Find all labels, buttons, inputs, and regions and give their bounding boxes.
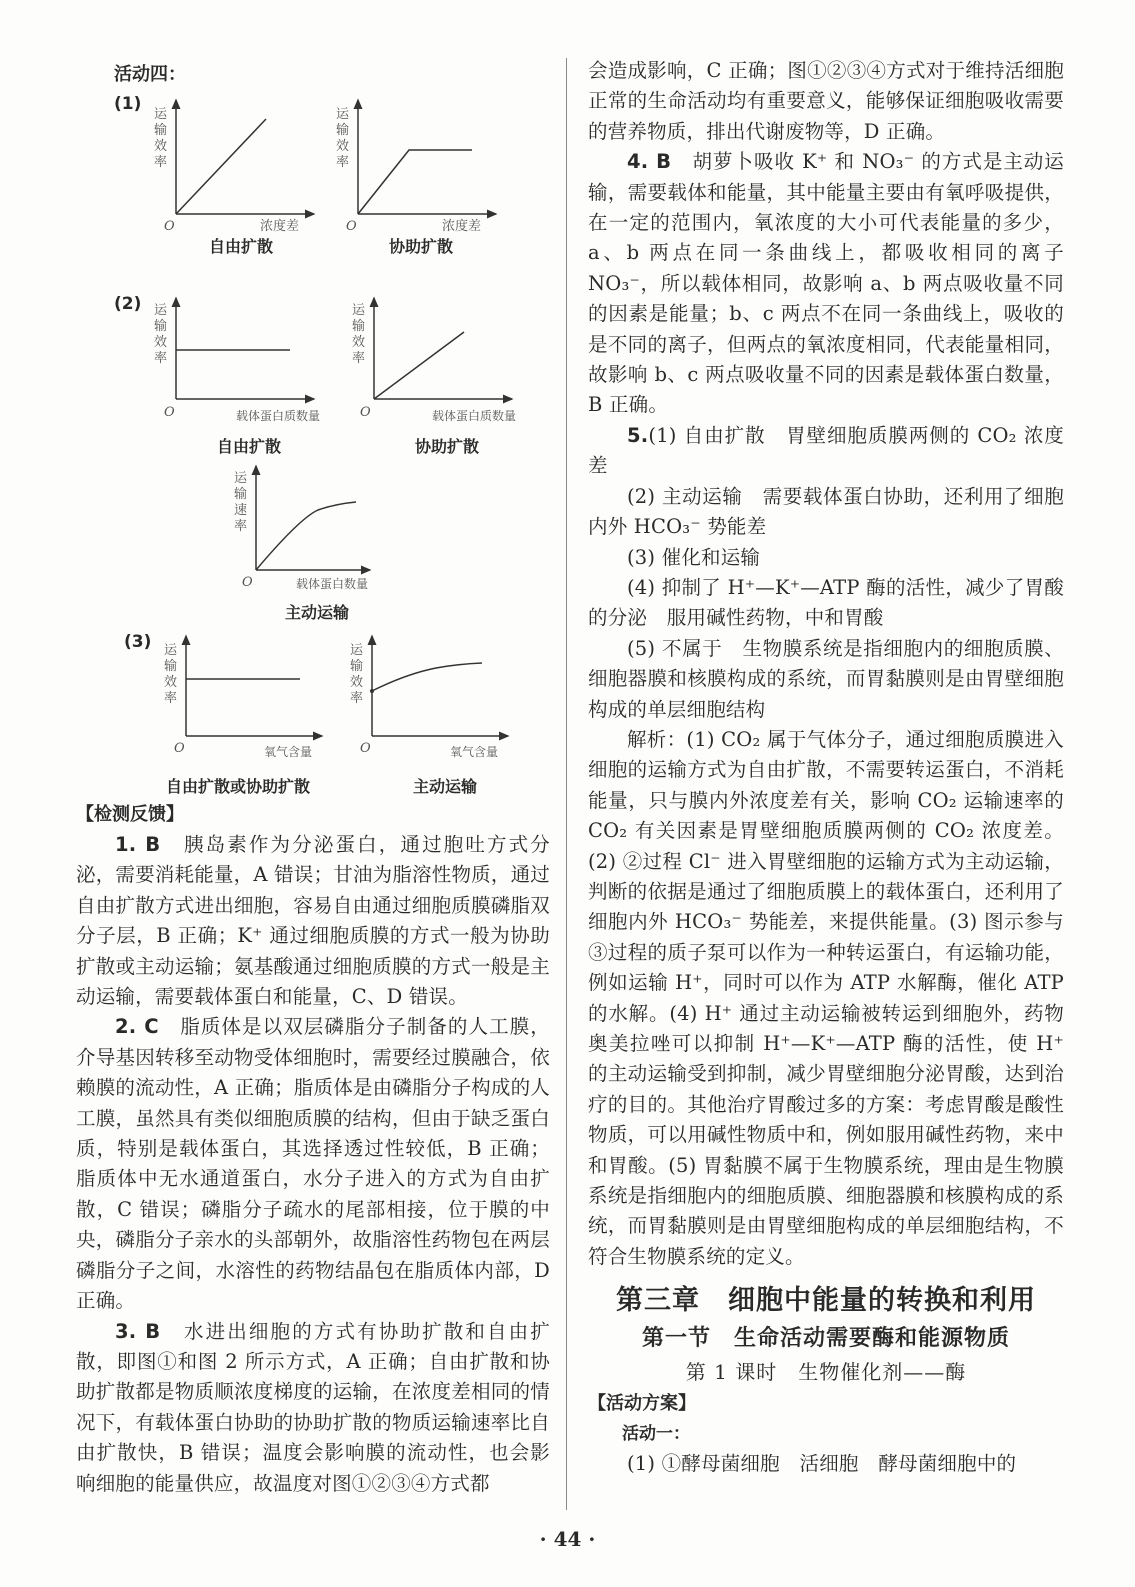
answer-5-4: (4) 抑制了 H⁺—K⁺—ATP 酶的活性，减少了胃酸的分泌 服用碱性药物，中和胃酸 — [588, 575, 1064, 630]
svg-text:率: 率 — [350, 691, 364, 706]
answer-1-num: 1. B — [115, 833, 161, 856]
answer-4-num: 4. B — [627, 150, 672, 174]
right-column — [588, 56, 1064, 1480]
svg-text:浓度差: 浓度差 — [260, 219, 300, 232]
svg-text:率: 率 — [154, 155, 168, 170]
svg-text:输: 输 — [164, 659, 178, 674]
answer-5-1-text: (1) 自由扩散 胃壁细胞质膜两侧的 CO₂ 浓度差 — [588, 423, 1064, 478]
caption-1-facil: 协助扩散 — [388, 237, 453, 256]
svg-text:运: 运 — [336, 107, 350, 122]
caption-3-active: 主动运输 — [412, 777, 477, 796]
svg-text:运: 运 — [154, 107, 168, 122]
caption-1-free: 自由扩散 — [208, 237, 273, 256]
svg-text:效: 效 — [164, 675, 178, 690]
chart-3-free-or-facilitated — [160, 630, 340, 760]
svg-text:氧气含量: 氧气含量 — [264, 745, 313, 759]
svg-text:载体蛋白数量: 载体蛋白数量 — [296, 577, 369, 591]
answer-4-text: 胡萝卜吸收 K⁺ 和 NO₃⁻ 的方式是主动运输，需要载体和能量，其中能量主要由有氧呼吸提供，在一定的范围内，氧浓度的大小可代表能量的多少，a、b 两点在同一条曲线上，都吸收相同的离子 NO₃⁻，所以载体相同，故影响 a、b 两点吸收量不同的因素是能量；b、c 两点不在同一条曲线上，吸收的是不同的离子，但两点的氧浓度相同，代表能量相同，故影响 b、c 两点吸收量不同的因素是载体蛋白数量，B 正确。 — [588, 150, 1064, 417]
svg-text:运: 运 — [234, 471, 248, 486]
svg-text:率: 率 — [164, 691, 178, 706]
svg-text:运: 运 — [154, 303, 168, 318]
answer-3 — [76, 1317, 550, 1499]
answer-5-analysis: 解析：(1) CO₂ 属于气体分子，通过细胞质膜进入细胞的运输方式为自由扩散，不需要转运蛋白，不消耗能量，只与膜内外浓度差有关，影响 CO₂ 运输速率的 CO₂ 有关因素是胃壁细胞质膜两侧的 CO₂ 浓度差。(2) ②过程 Cl⁻ 进入胃壁细胞的运输方式为主动运输，判断的依据是通过了细胞质膜上的载体蛋白，还利用了细胞内外 HCO₃⁻ 势能差，来提供能量。(3) 图示参与③过程的质子泵可以作为一种转运蛋白，有运输功能，例如运输 H⁺，同时可以作为 ATP 水解酶，催化 ATP 的水解。(4) H⁺ 通过主动运输被转运到细胞外，药物奥美拉唑可以抑制 H⁺—K⁺—ATP 酶的活性，使 H⁺ 的主动运输受到抑制，减少胃壁细胞分泌胃酸，达到治疗的目的。其他治疗胃酸过多的方案：考虑胃酸是酸性物质，可以用碱性物质中和，例如服用碱性药物，来中和胃酸。(5) 胃黏膜不属于生物膜系统，理由是生物膜系统是指细胞内的细胞质膜、细胞器膜和核膜构成的系统，而胃黏膜则是由胃壁细胞构成的单层细胞结构，不符合生物膜系统的定义。 — [588, 727, 1064, 1268]
answer-4 — [588, 147, 1064, 421]
chart-3-active-transport — [346, 630, 526, 760]
svg-text:浓度差: 浓度差 — [442, 219, 482, 232]
svg-text:运: 运 — [352, 303, 366, 318]
svg-text:O: O — [174, 741, 185, 756]
answer-3-text: 水进出细胞的方式有协助扩散和自由扩散，即图①和图 2 所示方式，A 正确；自由扩散和协助扩散都是物质顺浓度梯度的运输，在浓度差相同的情况下，有载体蛋白协助的协助扩散的物质运输速率比自由扩散快，B 错误；温度会影响膜的流动性，也会影响细胞的能量供应，故温度对图①②③④方式都 — [76, 1319, 550, 1495]
svg-text:氧气含量: 氧气含量 — [450, 745, 499, 759]
activity-one-line-1: (1) ①酵母菌细胞 活细胞 酵母菌细胞中的 — [627, 1452, 1017, 1476]
svg-text:效: 效 — [350, 675, 364, 690]
caption-2-free: 自由扩散 — [216, 437, 281, 456]
svg-text:输: 输 — [350, 659, 364, 674]
answer-2-text: 脂质体是以双层磷脂分子制备的人工膜，介导基因转移至动物受体细胞时，需要经过膜融合，依赖膜的流动性，A 正确；脂质体是由磷脂分子构成的人工膜，虽然具有类似细胞质膜的结构，但由于缺乏蛋白质，特别是载体蛋白，其选择透过性较低，B 正确；脂质体中无水通道蛋白，水分子进入的方式为自由扩散，C 错误；磷脂分子疏水的尾部相接，位于膜的中央，磷脂分子亲水的头部朝外，故脂溶性药物包在两层磷脂分子之间，水溶性的药物结晶包在脂质体内部，D 正确。 — [76, 1015, 550, 1313]
page-number: · 44 · — [539, 1527, 596, 1551]
svg-text:率: 率 — [336, 155, 350, 170]
svg-text:输: 输 — [154, 123, 168, 138]
answer-5-num: 5. — [627, 423, 649, 447]
part-1-label: (1) — [114, 94, 142, 114]
svg-text:O: O — [242, 575, 253, 590]
svg-text:输: 输 — [154, 319, 168, 334]
svg-text:O: O — [360, 741, 371, 756]
svg-text:率: 率 — [234, 519, 248, 534]
svg-text:效: 效 — [154, 139, 168, 154]
svg-text:运: 运 — [350, 643, 364, 658]
chapter-title: 第三章 细胞中能量的转换和利用 — [616, 1285, 1036, 1317]
feedback-section — [76, 800, 550, 1499]
svg-text:载体蛋白质数量: 载体蛋白质数量 — [236, 409, 321, 423]
svg-text:率: 率 — [154, 351, 168, 366]
chart-2-free-diffusion — [150, 292, 330, 424]
svg-text:效: 效 — [336, 139, 350, 154]
svg-text:O: O — [346, 219, 357, 232]
activity-one-title: 活动一： — [622, 1424, 690, 1445]
answer-5-3: (3) 催化和运输 — [627, 545, 761, 569]
column-divider — [566, 58, 567, 1510]
chart-1-free-diffusion — [150, 92, 320, 232]
svg-text:效: 效 — [154, 335, 168, 350]
svg-text:输: 输 — [336, 123, 350, 138]
charts-area — [76, 56, 550, 816]
answer-5-2: (2) 主动运输 需要载体蛋白协助，还利用了细胞内外 HCO₃⁻ 势能差 — [588, 484, 1064, 539]
answer-1-text: 胰岛素作为分泌蛋白，通过胞吐方式分泌，需要消耗能量，A 错误；甘油为脂溶性物质，通过自由扩散方式进出细胞，容易自由通过细胞质膜磷脂双分子层，B 正确；K⁺ 通过细胞质膜的方式一般为协助扩散或主动运输；氨基酸通过细胞质膜的方式一般是主动运输，需要载体蛋白和能量，C、D 错误。 — [76, 833, 550, 1009]
svg-text:O: O — [164, 405, 175, 420]
caption-3-free-or-facil: 自由扩散或协助扩散 — [165, 777, 310, 796]
answer-2 — [76, 1012, 550, 1316]
section-title: 第一节 生命活动需要酶和能源物质 — [641, 1325, 1010, 1352]
svg-text:O: O — [164, 219, 175, 232]
answer-3-continued: 会造成影响，C 正确；图①②③④方式对于维持活细胞正常的生命活动均有重要意义，能够保证细胞吸收需要的营养物质，排出代谢废物等，D 正确。 — [588, 59, 1064, 143]
svg-text:载体蛋白质数量: 载体蛋白质数量 — [432, 409, 517, 423]
svg-text:效: 效 — [352, 335, 366, 350]
svg-text:输: 输 — [234, 487, 248, 502]
lesson-title: 第 1 课时 生物催化剂——酶 — [685, 1360, 967, 1385]
answer-5-1 — [588, 421, 1064, 482]
answer-3-num: 3. B — [115, 1319, 161, 1343]
part-2-label: (2) — [114, 294, 142, 314]
chart-2-facilitated-diffusion — [348, 292, 538, 424]
caption-2-facil: 协助扩散 — [414, 437, 479, 456]
svg-text:率: 率 — [352, 351, 366, 366]
part-3-label: (3) — [124, 632, 152, 652]
chart-1-facilitated-diffusion — [332, 92, 502, 232]
answer-1 — [76, 830, 550, 1012]
activity-plan-title: 【活动方案】 — [588, 1393, 696, 1415]
activity-four-title: 活动四： — [114, 64, 186, 85]
answer-5-5: (5) 不属于 生物膜系统是指细胞内的细胞质膜、细胞器膜和核膜构成的系统，而胃黏膜则是由胃壁细胞构成的单层细胞结构 — [588, 636, 1064, 721]
svg-text:O: O — [360, 405, 371, 420]
chart-2-active-transport — [230, 460, 410, 594]
svg-text:速: 速 — [234, 503, 248, 518]
svg-text:输: 输 — [352, 319, 366, 334]
answer-2-num: 2. C — [115, 1015, 159, 1039]
caption-2-active: 主动运输 — [284, 603, 349, 622]
feedback-title: 【检测反馈】 — [76, 804, 184, 825]
svg-text:运: 运 — [164, 643, 178, 658]
